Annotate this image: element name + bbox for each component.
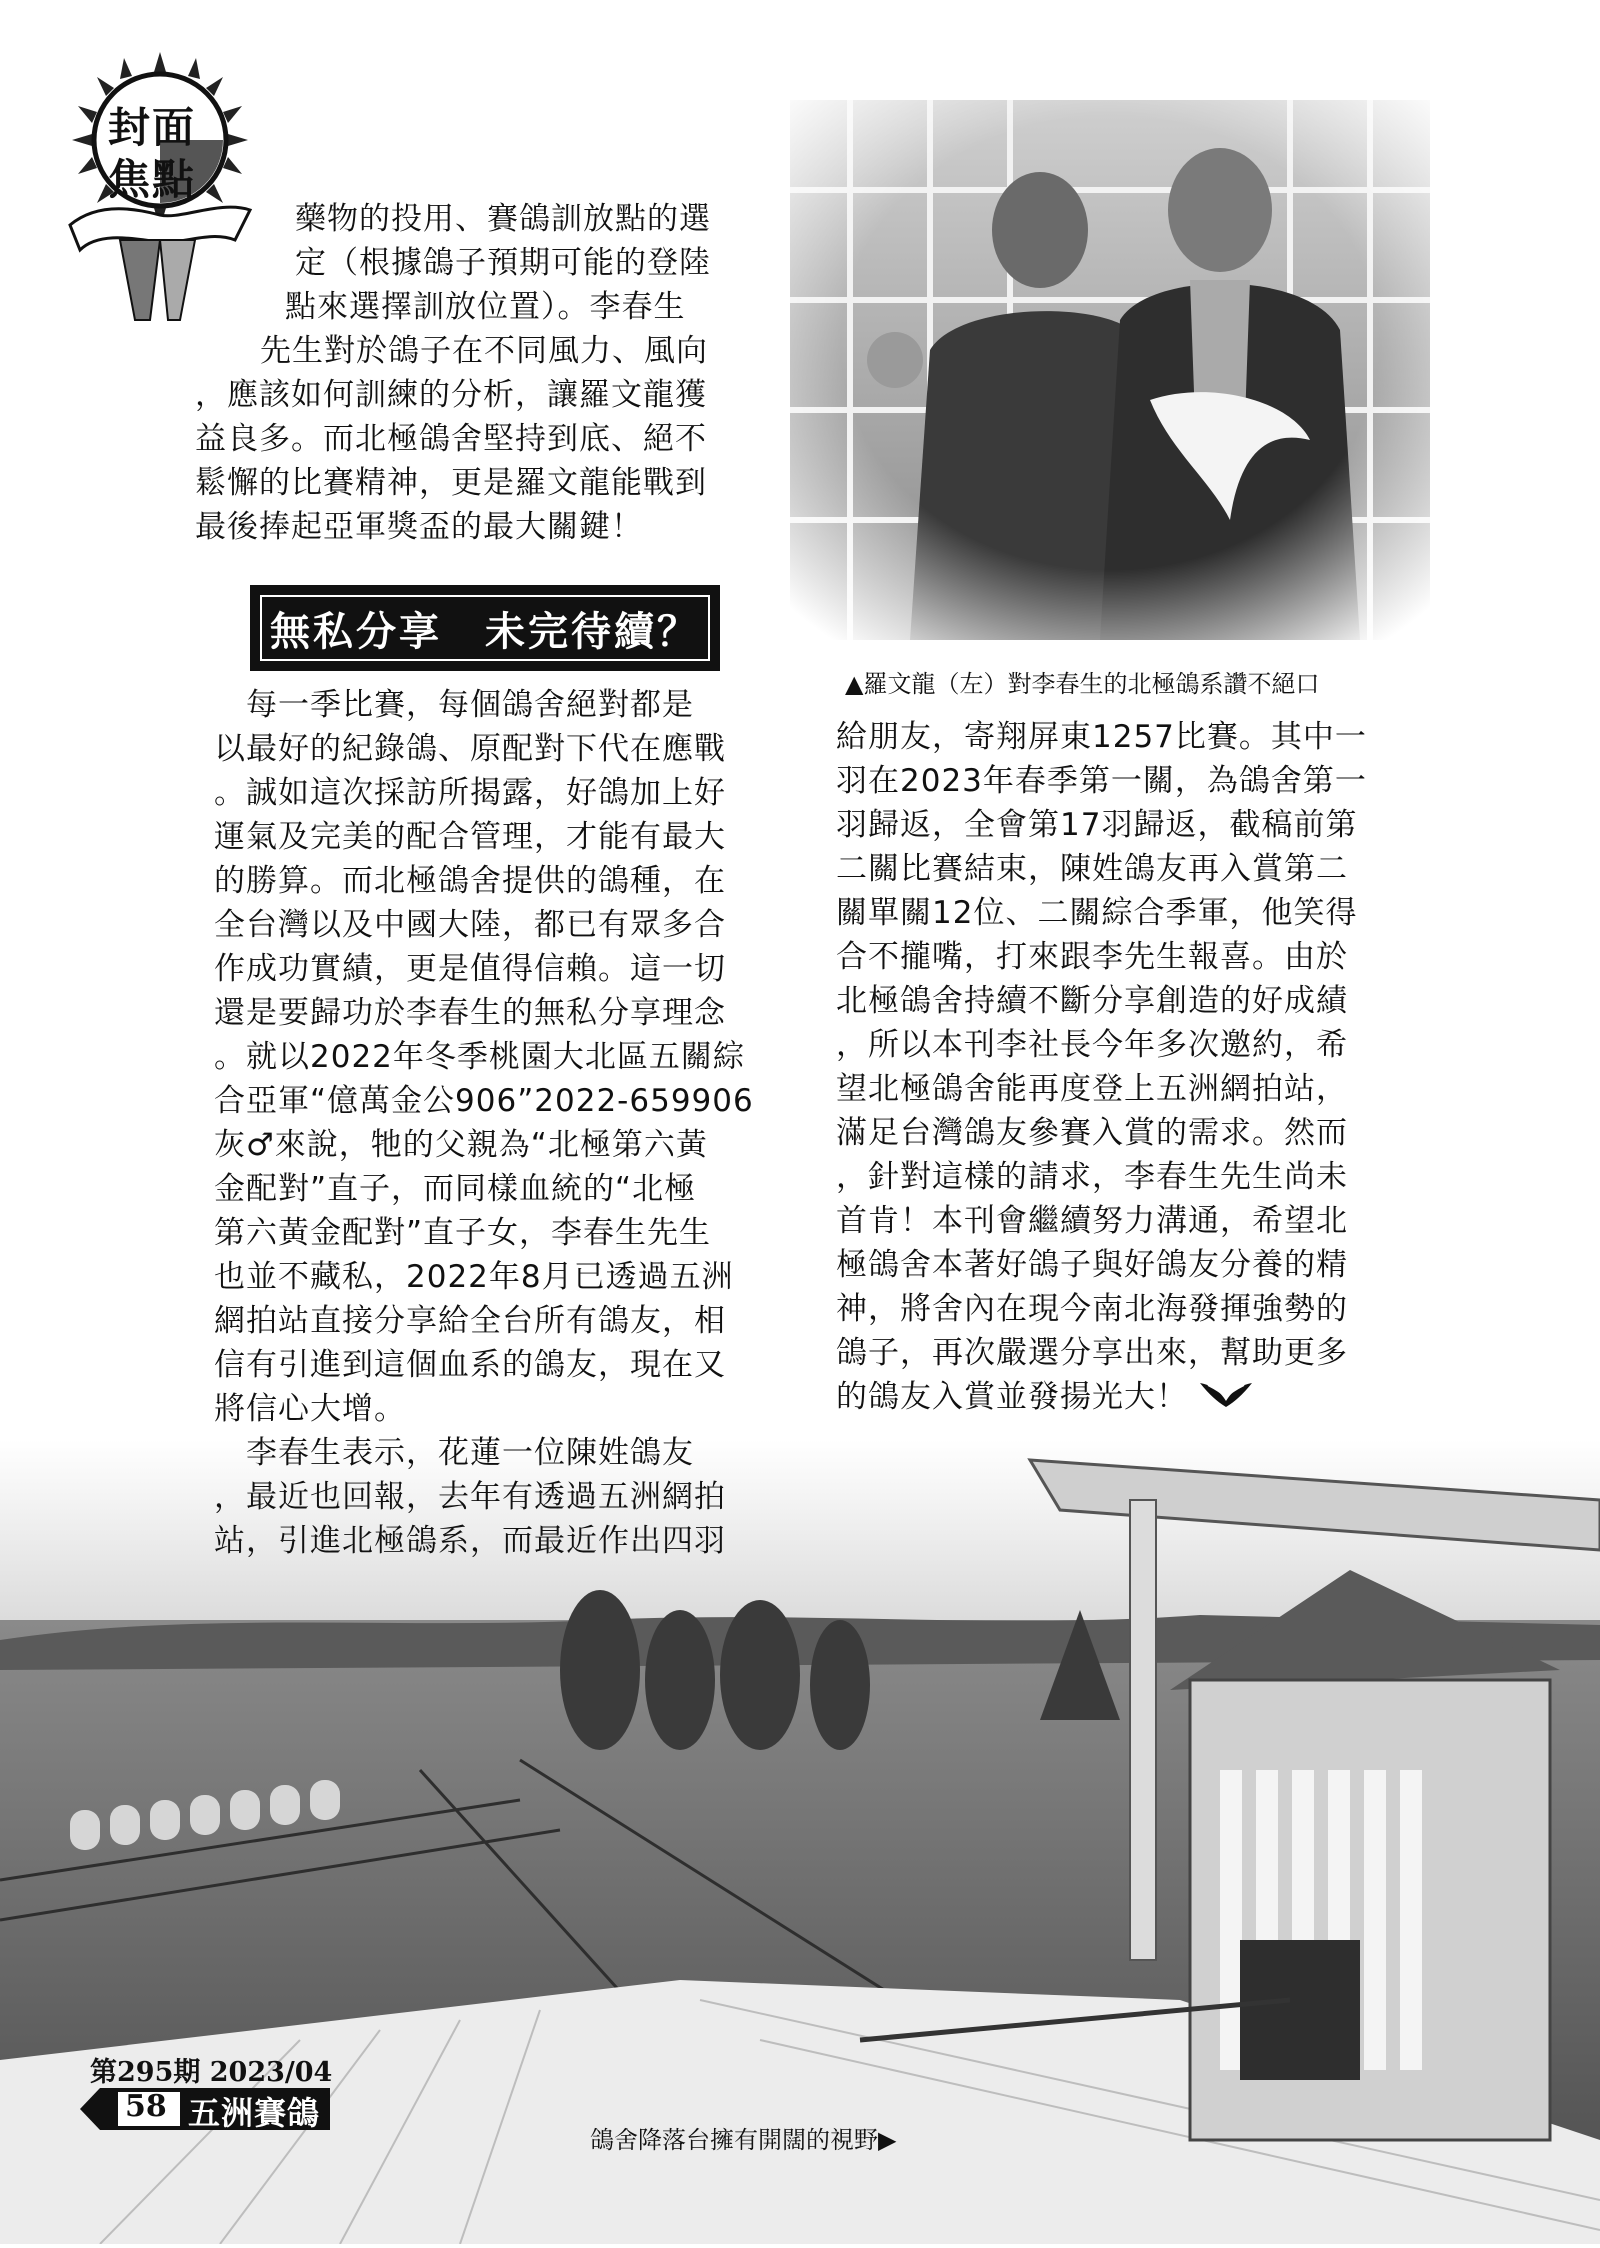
text-line: 神，將舍內在現今南北海發揮強勢的 [836,1291,1348,1327]
section-heading [250,585,720,671]
text-line: 的勝算。而北極鴿舍提供的鴿種，在 [214,863,726,899]
text-line: 鴿子，再次嚴選分享出來，幫助更多 [836,1335,1348,1371]
text-line: 站，引進北極鴿系，而最近作出四羽 [214,1523,726,1559]
magazine-name: 五洲賽鴿 [188,2094,321,2132]
text-line: 運氣及完美的配合管理，才能有最大 [214,819,726,855]
article-left-column [214,683,794,1563]
text-line: 金配對”直子，而同樣血統的“北極 [214,1171,697,1207]
text-line: 全台灣以及中國大陸，都已有眾多合 [214,907,726,943]
text-line: 定（根據鴿子預期可能的登陸 [295,245,711,281]
text-line: 。就以2022年冬季桃園大北區五關綜 [214,1039,745,1075]
issue-info: 第295期 2023/04 [90,2057,333,2088]
article-right-column [836,715,1416,1421]
text-line: 望北極鴿舍能再度登上五洲網拍站， [836,1071,1348,1107]
text-line: 合不攏嘴，打來跟李先生報喜。由於 [836,939,1348,975]
text-line: 每一季比賽，每個鴿舍絕對都是 [214,687,694,723]
text-line: 最後捧起亞軍獎盃的最大關鍵！ [195,509,643,545]
text-line: 藥物的投用、賽鴿訓放點的選 [295,201,711,237]
photo-caption: ▲羅文龍（左）對李春生的北極鴿系讚不絕口 [845,670,1320,698]
text-line: ，針對這樣的請求，李春生先生尚未 [836,1159,1348,1195]
text-line: 。誠如這次採訪所揭露，好鴿加上好 [214,775,726,811]
portrait-photo [790,100,1430,640]
text-line: 二關比賽結束，陳姓鴿友再入賞第二 [836,851,1348,887]
text-line: 網拍站直接分享給全台所有鴿友，相 [214,1303,726,1339]
text-line: 點來選擇訓放位置）。李春生 [285,289,686,325]
text-line: 關單關12位、二關綜合季軍，他笑得 [836,895,1358,931]
text-line: 益良多。而北極鴿舍堅持到底、絕不 [195,421,707,457]
text-line: 以最好的紀錄鴿、原配對下代在應戰 [214,731,726,767]
text-line: 羽歸返，全會第17羽歸返，截稿前第 [836,807,1358,843]
text-line: 給朋友，寄翔屏東1257比賽。其中一 [836,719,1367,755]
text-line: 的鴿友入賞並發揚光大！ [836,1379,1188,1415]
text-line: 合亞軍“億萬金公906”2022-659906 [214,1083,754,1119]
text-line: 第六黃金配對”直子女，李春生先生 [214,1215,712,1251]
text-line: 極鴿舍本著好鴿子與好鴿友分養的精 [836,1247,1348,1283]
text-line: ，最近也回報，去年有透過五洲網拍 [214,1479,726,1515]
page-number: 58 [125,2089,167,2124]
text-line: 將信心大增。 [214,1391,406,1427]
text-line: 鬆懈的比賽精神，更是羅文龍能戰到 [195,465,707,501]
section-heading-text: 無私分享 未完待續？ [260,595,710,661]
text-line: 還是要歸功於李春生的無私分享理念 [214,995,726,1031]
badge-line-1: 封面 [108,103,197,152]
text-line: 李春生表示，花蓮一位陳姓鴿友 [214,1435,694,1471]
landscape-caption: 鴿舍降落台擁有開闊的視野▶ [590,2126,897,2154]
text-line: 灰♂來說，牠的父親為“北極第六黃 [214,1127,708,1163]
text-line: 作成功實績，更是值得信賴。這一切 [214,951,726,987]
text-line: ，所以本刊李社長今年多次邀約，希 [836,1027,1348,1063]
text-line: 羽在2023年春季第一關，為鴿舍第一 [836,763,1367,799]
text-line: 滿足台灣鴿友參賽入賞的需求。然而 [836,1115,1348,1151]
text-line: 首肯！本刊會繼續努力溝通，希望北 [836,1203,1348,1239]
text-line: 北極鴿舍持續不斷分享創造的好成績 [836,983,1348,1019]
badge-line-2: 焦點 [108,155,197,204]
text-line: 也並不藏私，2022年8月已透過五洲 [214,1259,734,1295]
end-mark-icon [1198,1377,1254,1421]
text-line: ，應該如何訓練的分析，讓羅文龍獲 [195,377,707,413]
intro-paragraph [195,197,755,549]
text-line: 先生對於鴿子在不同風力、風向 [260,333,708,369]
text-line: 信有引進到這個血系的鴿友，現在又 [214,1347,726,1383]
